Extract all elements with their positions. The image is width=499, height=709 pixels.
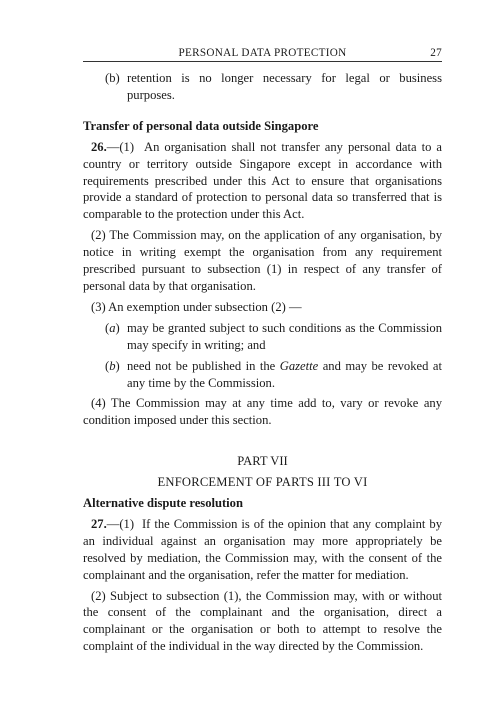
part-subtitle: ENFORCEMENT OF PARTS III TO VI: [157, 475, 368, 490]
item-label: (a): [105, 320, 120, 335]
item-label: (b): [105, 358, 120, 373]
item-text: retention is no longer necessary for legal or business purposes.: [127, 71, 442, 102]
subsection-text: An organisation shall not transfer any personal data to a country or territory outside Singapore except in accordance with requirements prescribed under this Act to ensure that organisations provide a standard of protection to personal data so transferred that is comparable to the protection under this Act.: [83, 139, 442, 222]
item-text-part: and may be revoked at any time by the Commission.: [127, 358, 442, 390]
list-item: [105, 70, 442, 104]
item-text: [127, 358, 442, 392]
subsection-lead: —(1): [106, 516, 135, 531]
section-26-heading: Transfer of personal data outside Singapore: [83, 118, 319, 133]
section-number: 27.: [91, 516, 107, 531]
section-26-subsection-4: (4) The Commission may at any time add to, vary or revoke any condition imposed under this section.: [83, 396, 442, 428]
section-26-subsection-1: [83, 139, 442, 224]
list-item: [105, 320, 442, 354]
gazette-term: Gazette: [279, 358, 319, 373]
page-number: 27: [430, 47, 442, 59]
part-title: PART VII: [237, 454, 288, 469]
subsection-lead: —(1): [106, 139, 135, 154]
subsection-text: If the Commission is of the opinion that any complaint by an individual against an organisation may more appropriately be resolved by mediation, the Commission may, with the consent of the complainant and the organisation, refer the matter for mediation.: [83, 516, 442, 582]
document-page: [83, 40, 442, 655]
item-label: (b): [105, 71, 120, 85]
section-26-subsection-3: (3) An exemption under subsection (2) —: [91, 299, 302, 314]
section-number: 26.: [91, 139, 107, 154]
item-label-text: b: [109, 358, 116, 373]
section-27-subsection-2: (2) Subject to subsection (1), the Commission may, with or without the consent of the complainant and the organisation, direct a complainant or the organisation or both to attempt to resolve the complaint of the individual in the way directed by the Commission.: [83, 588, 442, 654]
item-label-text: a: [109, 320, 116, 335]
running-header: [83, 40, 442, 60]
item-text: may be granted subject to such conditions as the Commission may specify in writing; and: [127, 320, 442, 352]
item-text-part: need not be published in the: [127, 358, 280, 373]
section-26-subsection-2: (2) The Commission may, on the application of any organisation, by notice in writing exempt the organisation from any requirement prescribed pursuant to subsection (1) in respect of any transfer of personal data by that organisation.: [83, 228, 442, 293]
section-27-subsection-1: [83, 516, 442, 584]
header-title: PERSONAL DATA PROTECTION: [178, 47, 347, 59]
list-item: [105, 358, 442, 392]
section-27-heading: Alternative dispute resolution: [83, 496, 243, 511]
